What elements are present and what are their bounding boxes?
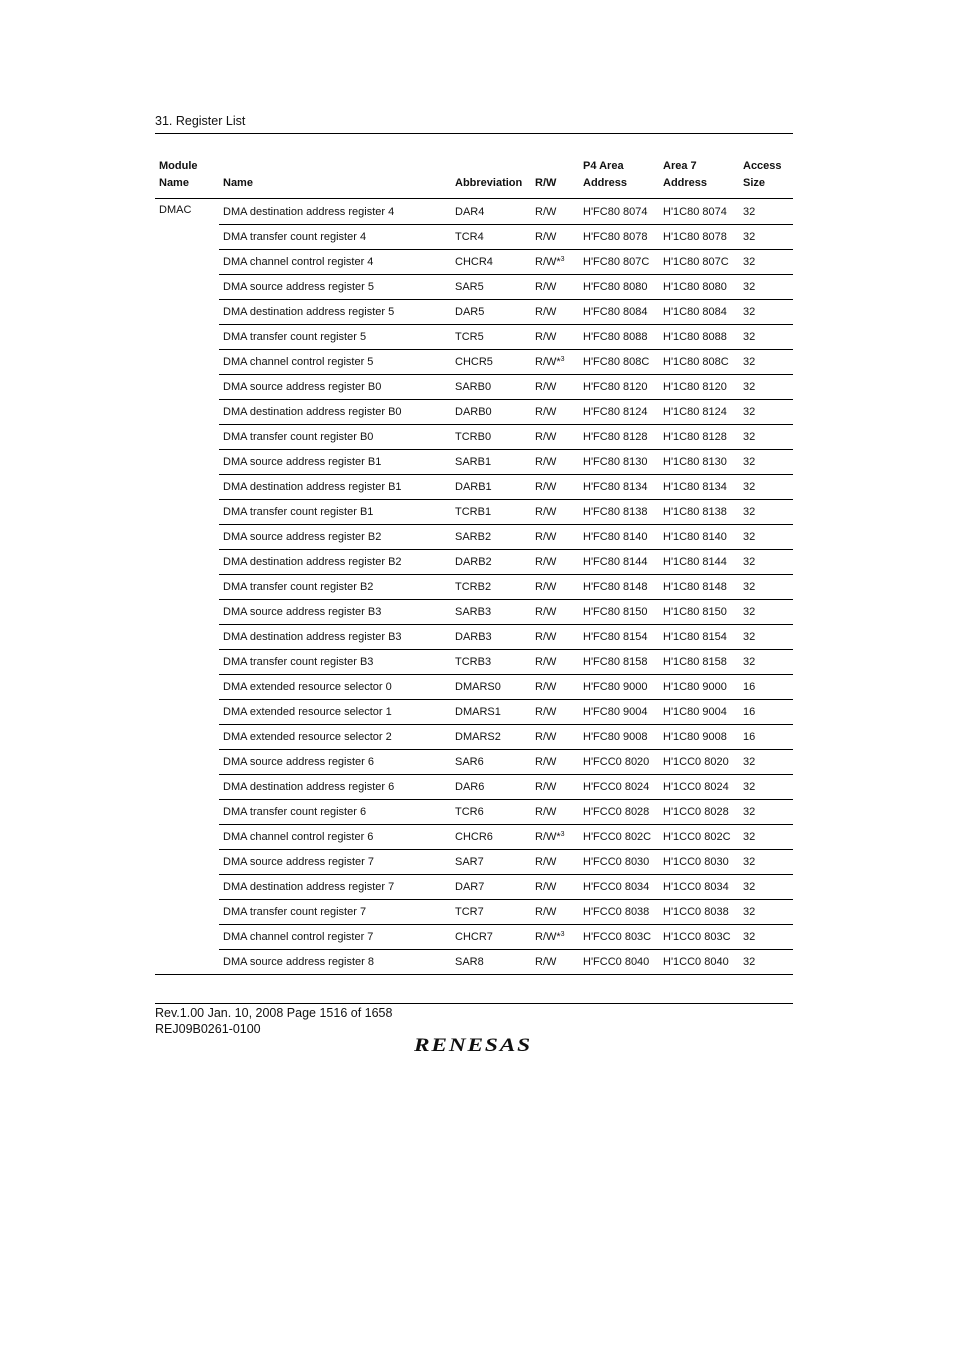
- register-name: DMA channel control register 5: [219, 350, 451, 375]
- rw-access: R/W: [531, 800, 579, 825]
- access-size: 32: [739, 450, 793, 475]
- p4-address: H'FCC0 8024: [579, 775, 659, 800]
- p4-address: H'FC80 8084: [579, 300, 659, 325]
- register-name: DMA transfer count register B1: [219, 500, 451, 525]
- area7-address: H'1C80 807C: [659, 250, 739, 275]
- abbreviation: TCRB1: [451, 500, 531, 525]
- area7-address: H'1C80 8154: [659, 625, 739, 650]
- abbreviation: DAR4: [451, 199, 531, 225]
- access-size: 16: [739, 725, 793, 750]
- p4-address: H'FC80 8150: [579, 600, 659, 625]
- access-size: 32: [739, 475, 793, 500]
- footnote-ref: 3: [560, 831, 565, 838]
- area7-address: H'1CC0 8038: [659, 900, 739, 925]
- table-row: [155, 850, 793, 875]
- table-row: [155, 600, 793, 625]
- table-row: [155, 675, 793, 700]
- col-access-size: Access Size: [739, 158, 793, 199]
- access-size: 32: [739, 400, 793, 425]
- table-row: [155, 925, 793, 950]
- register-name: DMA extended resource selector 1: [219, 700, 451, 725]
- p4-address: H'FC80 9008: [579, 725, 659, 750]
- register-name: DMA source address register B3: [219, 600, 451, 625]
- area7-address: H'1C80 8078: [659, 225, 739, 250]
- register-name: DMA destination address register 5: [219, 300, 451, 325]
- access-size: 32: [739, 550, 793, 575]
- table-row: [155, 625, 793, 650]
- logo-wordmark: RENESAS: [412, 1035, 532, 1056]
- access-size: 32: [739, 375, 793, 400]
- abbreviation: DAR6: [451, 775, 531, 800]
- area7-address: H'1C80 8088: [659, 325, 739, 350]
- access-size: 32: [739, 525, 793, 550]
- table-row: [155, 750, 793, 775]
- p4-address: H'FCC0 8030: [579, 850, 659, 875]
- access-size: 16: [739, 675, 793, 700]
- table-row: [155, 725, 793, 750]
- area7-address: H'1C80 8080: [659, 275, 739, 300]
- abbreviation: TCRB2: [451, 575, 531, 600]
- register-name: DMA transfer count register B0: [219, 425, 451, 450]
- rw-access: R/W: [531, 475, 579, 500]
- rw-access: R/W: [531, 600, 579, 625]
- abbreviation: DMARS1: [451, 700, 531, 725]
- table-row: [155, 525, 793, 550]
- rw-access: R/W: [531, 700, 579, 725]
- p4-address: H'FC80 8130: [579, 450, 659, 475]
- access-size: 32: [739, 250, 793, 275]
- rw-access: R/W: [531, 575, 579, 600]
- col-p4-address: P4 Area Address: [579, 158, 659, 199]
- table-row: [155, 250, 793, 275]
- area7-address: H'1C80 9000: [659, 675, 739, 700]
- p4-address: H'FC80 9004: [579, 700, 659, 725]
- rw-access: R/W: [531, 775, 579, 800]
- rw-access: R/W: [531, 725, 579, 750]
- document-code: REJ09B0261-0100: [155, 1021, 261, 1036]
- area7-address: H'1C80 8140: [659, 525, 739, 550]
- p4-address: H'FCC0 802C: [579, 825, 659, 850]
- area7-address: H'1CC0 8040: [663, 956, 729, 968]
- table-row: [155, 575, 793, 600]
- abbreviation: SAR6: [451, 750, 531, 775]
- abbreviation: DARB1: [451, 475, 531, 500]
- rw-access: R/W: [531, 675, 579, 700]
- abbreviation: TCRB0: [451, 425, 531, 450]
- register-name: DMA channel control register 7: [219, 925, 451, 950]
- abbreviation: DMARS0: [451, 675, 531, 700]
- access-size: 32: [739, 425, 793, 450]
- rw-access: R/W: [531, 225, 579, 250]
- abbreviation: SARB3: [451, 600, 531, 625]
- register-name: DMA destination address register 6: [219, 775, 451, 800]
- rw-access: R/W: [531, 325, 579, 350]
- table-row: [155, 775, 793, 800]
- p4-address: H'FC80 8080: [579, 275, 659, 300]
- register-name: DMA destination address register 4: [219, 199, 451, 225]
- p4-address: H'FCC0 803C: [579, 925, 659, 950]
- area7-address: H'1CC0 803C: [659, 925, 739, 950]
- access-size: 32: [739, 775, 793, 800]
- footnote-ref: 3: [560, 256, 565, 263]
- register-name: DMA destination address register B2: [219, 550, 451, 575]
- register-name: DMA transfer count register B3: [219, 650, 451, 675]
- p4-address: H'FC80 807C: [579, 250, 659, 275]
- access-size: 32: [739, 650, 793, 675]
- register-name: DMA transfer count register 7: [219, 900, 451, 925]
- access-size: 32: [739, 275, 793, 300]
- col-name: Name: [219, 158, 451, 199]
- footnote-ref: 3: [560, 931, 565, 938]
- table-row: [155, 400, 793, 425]
- abbreviation: TCRB3: [451, 650, 531, 675]
- access-size: 32: [739, 575, 793, 600]
- area7-address: H'1CC0 8020: [659, 750, 739, 775]
- abbreviation: DAR7: [451, 875, 531, 900]
- register-name: DMA destination address register B0: [219, 400, 451, 425]
- register-name: DMA source address register 5: [219, 275, 451, 300]
- access-size: 32: [739, 600, 793, 625]
- rw-access: R/W: [531, 500, 579, 525]
- p4-address: H'FC80 8134: [579, 475, 659, 500]
- access-size: 32: [739, 900, 793, 925]
- abbreviation: SARB2: [451, 525, 531, 550]
- table-row: [155, 950, 793, 975]
- p4-address: H'FC80 8158: [579, 650, 659, 675]
- page-footer: [155, 1003, 793, 1037]
- register-name: DMA channel control register 6: [219, 825, 451, 850]
- p4-address: H'FCC0 8040: [583, 956, 650, 968]
- rw-access: R/W*$^3$: [531, 250, 579, 275]
- rw-access: R/W*$^3$: [531, 925, 579, 950]
- module-cell: DMAC: [159, 204, 192, 216]
- p4-address: H'FCC0 8038: [579, 900, 659, 925]
- register-name: DMA source address register 8: [223, 956, 375, 968]
- register-name: DMA destination address register B1: [219, 475, 451, 500]
- register-name: DMA extended resource selector 0: [219, 675, 451, 700]
- p4-address: H'FCC0 8020: [579, 750, 659, 775]
- p4-address: H'FC80 8128: [579, 425, 659, 450]
- area7-address: H'1CC0 8024: [659, 775, 739, 800]
- register-name: DMA channel control register 4: [219, 250, 451, 275]
- register-name: DMA destination address register 7: [219, 875, 451, 900]
- area7-address: H'1C80 8134: [659, 475, 739, 500]
- abbreviation: CHCR7: [451, 925, 531, 950]
- abbreviation: TCR6: [451, 800, 531, 825]
- access-size: 32: [739, 500, 793, 525]
- access-size: 32: [739, 199, 793, 225]
- table-row: [155, 550, 793, 575]
- register-name: DMA source address register 6: [219, 750, 451, 775]
- table-row: [155, 425, 793, 450]
- table-row: [155, 825, 793, 850]
- access-size: 32: [739, 300, 793, 325]
- abbreviation: CHCR5: [451, 350, 531, 375]
- table-row: [155, 350, 793, 375]
- table-row: [155, 700, 793, 725]
- area7-address: H'1C80 8148: [659, 575, 739, 600]
- abbreviation: SARB0: [451, 375, 531, 400]
- register-name: DMA source address register B0: [219, 375, 451, 400]
- abbreviation: DARB0: [451, 400, 531, 425]
- table-row: [155, 875, 793, 900]
- col-area7-address: Area 7 Address: [659, 158, 739, 199]
- p4-address: H'FC80 808C: [579, 350, 659, 375]
- renesas-logo: [412, 1034, 534, 1056]
- col-rw: R/W: [531, 158, 579, 199]
- abbreviation: DARB3: [451, 625, 531, 650]
- access-size: 32: [739, 875, 793, 900]
- rw-access: R/W: [531, 425, 579, 450]
- revision-line: Rev.1.00 Jan. 10, 2008 Page 1516 of 1658: [155, 1006, 393, 1020]
- rw-access: R/W*$^3$: [531, 350, 579, 375]
- section-title: 31. Register List: [155, 114, 246, 128]
- p4-address: H'FC80 8154: [579, 625, 659, 650]
- area7-address: H'1C80 8120: [659, 375, 739, 400]
- access-size: 32: [739, 925, 793, 950]
- register-name: DMA source address register B2: [219, 525, 451, 550]
- register-table: [155, 158, 793, 975]
- area7-address: H'1C80 8138: [659, 500, 739, 525]
- register-name: DMA destination address register B3: [219, 625, 451, 650]
- access-size: 32: [739, 850, 793, 875]
- section-header: [155, 114, 793, 134]
- table-row: [155, 500, 793, 525]
- p4-address: H'FC80 8144: [579, 550, 659, 575]
- abbreviation: DMARS2: [451, 725, 531, 750]
- access-size: 32: [739, 625, 793, 650]
- table-row: [155, 375, 793, 400]
- rw-access: R/W: [531, 650, 579, 675]
- register-name: DMA transfer count register 4: [219, 225, 451, 250]
- rw-access: R/W: [531, 900, 579, 925]
- abbreviation: TCR7: [451, 900, 531, 925]
- access-size: 32: [739, 325, 793, 350]
- access-size: 32: [739, 750, 793, 775]
- table-row: [155, 300, 793, 325]
- area7-address: H'1CC0 8034: [659, 875, 739, 900]
- access-size: 32: [739, 350, 793, 375]
- p4-address: H'FC80 8078: [579, 225, 659, 250]
- rw-access: R/W: [531, 275, 579, 300]
- access-size: 32: [739, 225, 793, 250]
- area7-address: H'1C80 808C: [659, 350, 739, 375]
- access-size: 16: [739, 700, 793, 725]
- register-name: DMA source address register B1: [219, 450, 451, 475]
- area7-address: H'1C80 8084: [659, 300, 739, 325]
- area7-address: H'1C80 9004: [659, 700, 739, 725]
- table-row: [155, 450, 793, 475]
- p4-address: H'FC80 8138: [579, 500, 659, 525]
- p4-address: H'FC80 8148: [579, 575, 659, 600]
- access-size: 32: [739, 825, 793, 850]
- col-module-name: Module Name: [155, 158, 219, 199]
- abbreviation: DAR5: [451, 300, 531, 325]
- table-row: [155, 900, 793, 925]
- table-row: [155, 650, 793, 675]
- abbreviation: SAR7: [451, 850, 531, 875]
- area7-address: H'1C80 9008: [659, 725, 739, 750]
- rw-access: R/W: [531, 450, 579, 475]
- abbreviation: SAR8: [455, 956, 484, 968]
- rw-access: R/W: [531, 550, 579, 575]
- footnote-ref: 3: [560, 356, 565, 363]
- p4-address: H'FC80 8088: [579, 325, 659, 350]
- rw-access: R/W: [531, 400, 579, 425]
- register-name: DMA extended resource selector 2: [219, 725, 451, 750]
- rw-access: R/W: [531, 199, 579, 225]
- rw-access: R/W: [531, 300, 579, 325]
- area7-address: H'1C80 8124: [659, 400, 739, 425]
- abbreviation: TCR4: [451, 225, 531, 250]
- area7-address: H'1C80 8150: [659, 600, 739, 625]
- abbreviation: SAR5: [451, 275, 531, 300]
- abbreviation: CHCR4: [451, 250, 531, 275]
- table-row: [155, 275, 793, 300]
- area7-address: H'1C80 8158: [659, 650, 739, 675]
- table-row: [155, 475, 793, 500]
- rw-access: R/W*$^3$: [531, 825, 579, 850]
- abbreviation: TCR5: [451, 325, 531, 350]
- register-name: DMA transfer count register B2: [219, 575, 451, 600]
- area7-address: H'1C80 8130: [659, 450, 739, 475]
- table-row: [155, 199, 793, 225]
- register-name: DMA transfer count register 6: [219, 800, 451, 825]
- abbreviation: SARB1: [451, 450, 531, 475]
- area7-address: H'1C80 8144: [659, 550, 739, 575]
- abbreviation: DARB2: [451, 550, 531, 575]
- area7-address: H'1CC0 8030: [659, 850, 739, 875]
- area7-address: H'1C80 8074: [659, 199, 739, 225]
- p4-address: H'FC80 8120: [579, 375, 659, 400]
- p4-address: H'FCC0 8028: [579, 800, 659, 825]
- abbreviation: CHCR6: [451, 825, 531, 850]
- p4-address: H'FC80 9000: [579, 675, 659, 700]
- rw-access: R/W: [531, 750, 579, 775]
- rw-access: R/W: [531, 875, 579, 900]
- rw-access: R/W: [531, 850, 579, 875]
- p4-address: H'FC80 8140: [579, 525, 659, 550]
- rw-access: R/W: [535, 956, 557, 968]
- area7-address: H'1C80 8128: [659, 425, 739, 450]
- table-header-row: [155, 158, 793, 199]
- register-name: DMA source address register 7: [219, 850, 451, 875]
- rw-access: R/W: [531, 525, 579, 550]
- access-size: 32: [743, 956, 756, 968]
- table-row: [155, 325, 793, 350]
- p4-address: H'FC80 8074: [579, 199, 659, 225]
- table-row: [155, 800, 793, 825]
- area7-address: H'1CC0 8028: [659, 800, 739, 825]
- table-row: [155, 225, 793, 250]
- rw-access: R/W: [531, 625, 579, 650]
- register-name: DMA transfer count register 5: [219, 325, 451, 350]
- area7-address: H'1CC0 802C: [659, 825, 739, 850]
- access-size: 32: [739, 800, 793, 825]
- p4-address: H'FCC0 8034: [579, 875, 659, 900]
- col-abbreviation: Abbreviation: [451, 158, 531, 199]
- rw-access: R/W: [531, 375, 579, 400]
- p4-address: H'FC80 8124: [579, 400, 659, 425]
